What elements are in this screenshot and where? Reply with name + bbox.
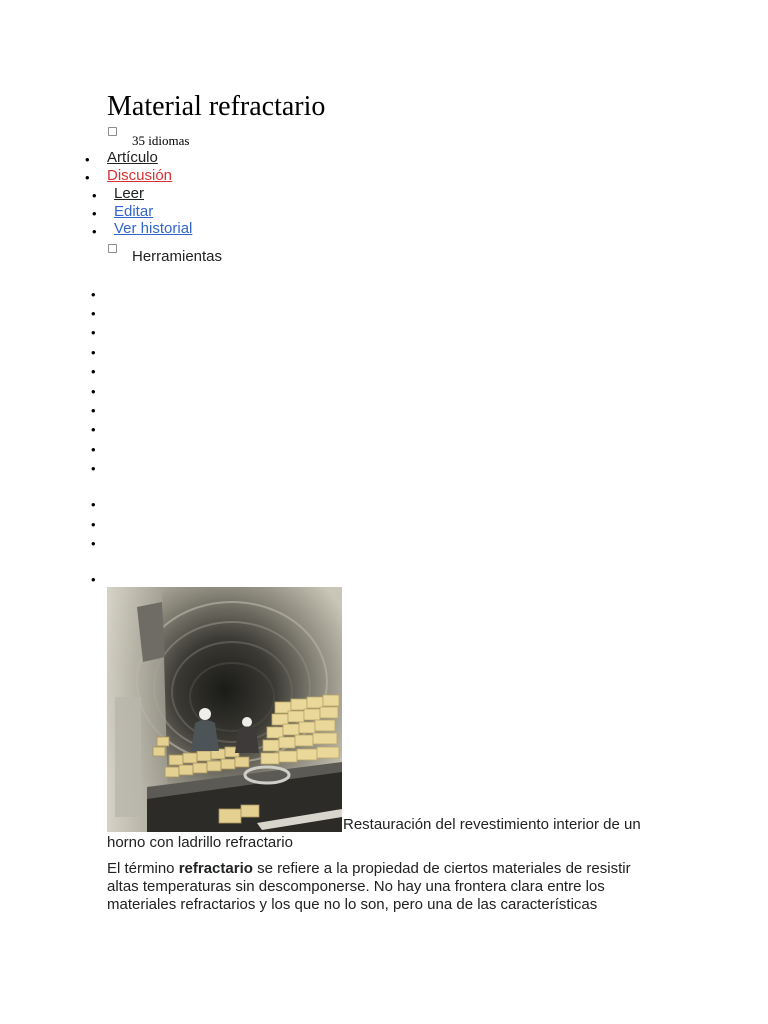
intro-text: se refiere a la propiedad de ciertos materiales de resistir altas temperaturas sin descomponerse. No hay una frontera clara entre los materiales refractarios y los que no lo son, pero una de las características bbox=[107, 860, 631, 913]
tools-menu-button[interactable]: Herramientas bbox=[132, 248, 223, 265]
languages-button[interactable]: 35 idiomas bbox=[132, 133, 190, 148]
tab-article[interactable]: Artículo bbox=[107, 149, 158, 166]
tools-toggle-checkbox[interactable] bbox=[108, 244, 117, 253]
bullet: • bbox=[85, 170, 90, 185]
empty-list-item: • bbox=[91, 422, 96, 437]
bullet: • bbox=[92, 188, 97, 203]
intro-paragraph bbox=[107, 860, 652, 914]
empty-list-item: • bbox=[91, 572, 96, 587]
empty-list-item: • bbox=[91, 325, 96, 340]
bullet: • bbox=[85, 152, 90, 167]
empty-list-item: • bbox=[91, 384, 96, 399]
page-title: Material refractario bbox=[107, 91, 326, 122]
tab-discussion[interactable]: Discusión bbox=[107, 167, 173, 184]
empty-list-item: • bbox=[91, 345, 96, 360]
empty-list-item: • bbox=[91, 287, 96, 302]
empty-list-item: • bbox=[91, 536, 96, 551]
furnace-photo[interactable] bbox=[107, 587, 342, 832]
empty-list-item: • bbox=[91, 497, 96, 512]
bullet: • bbox=[92, 224, 97, 239]
tab-history[interactable]: Ver historial bbox=[114, 220, 193, 237]
empty-list-item: • bbox=[91, 517, 96, 532]
tab-read[interactable]: Leer bbox=[114, 185, 145, 202]
figure-caption: Restauración del revestimiento interior de un horno con ladrillo refractario bbox=[107, 816, 641, 851]
empty-list-item: • bbox=[91, 364, 96, 379]
empty-list-item: • bbox=[91, 461, 96, 476]
empty-list-item: • bbox=[91, 442, 96, 457]
empty-list-item: • bbox=[91, 403, 96, 418]
bullet: • bbox=[92, 206, 97, 221]
empty-list-item: • bbox=[91, 306, 96, 321]
intro-text: El término bbox=[107, 860, 179, 877]
tab-edit[interactable]: Editar bbox=[114, 203, 154, 220]
language-toggle-checkbox[interactable] bbox=[108, 127, 117, 136]
bold-term: refractario bbox=[178, 860, 253, 877]
